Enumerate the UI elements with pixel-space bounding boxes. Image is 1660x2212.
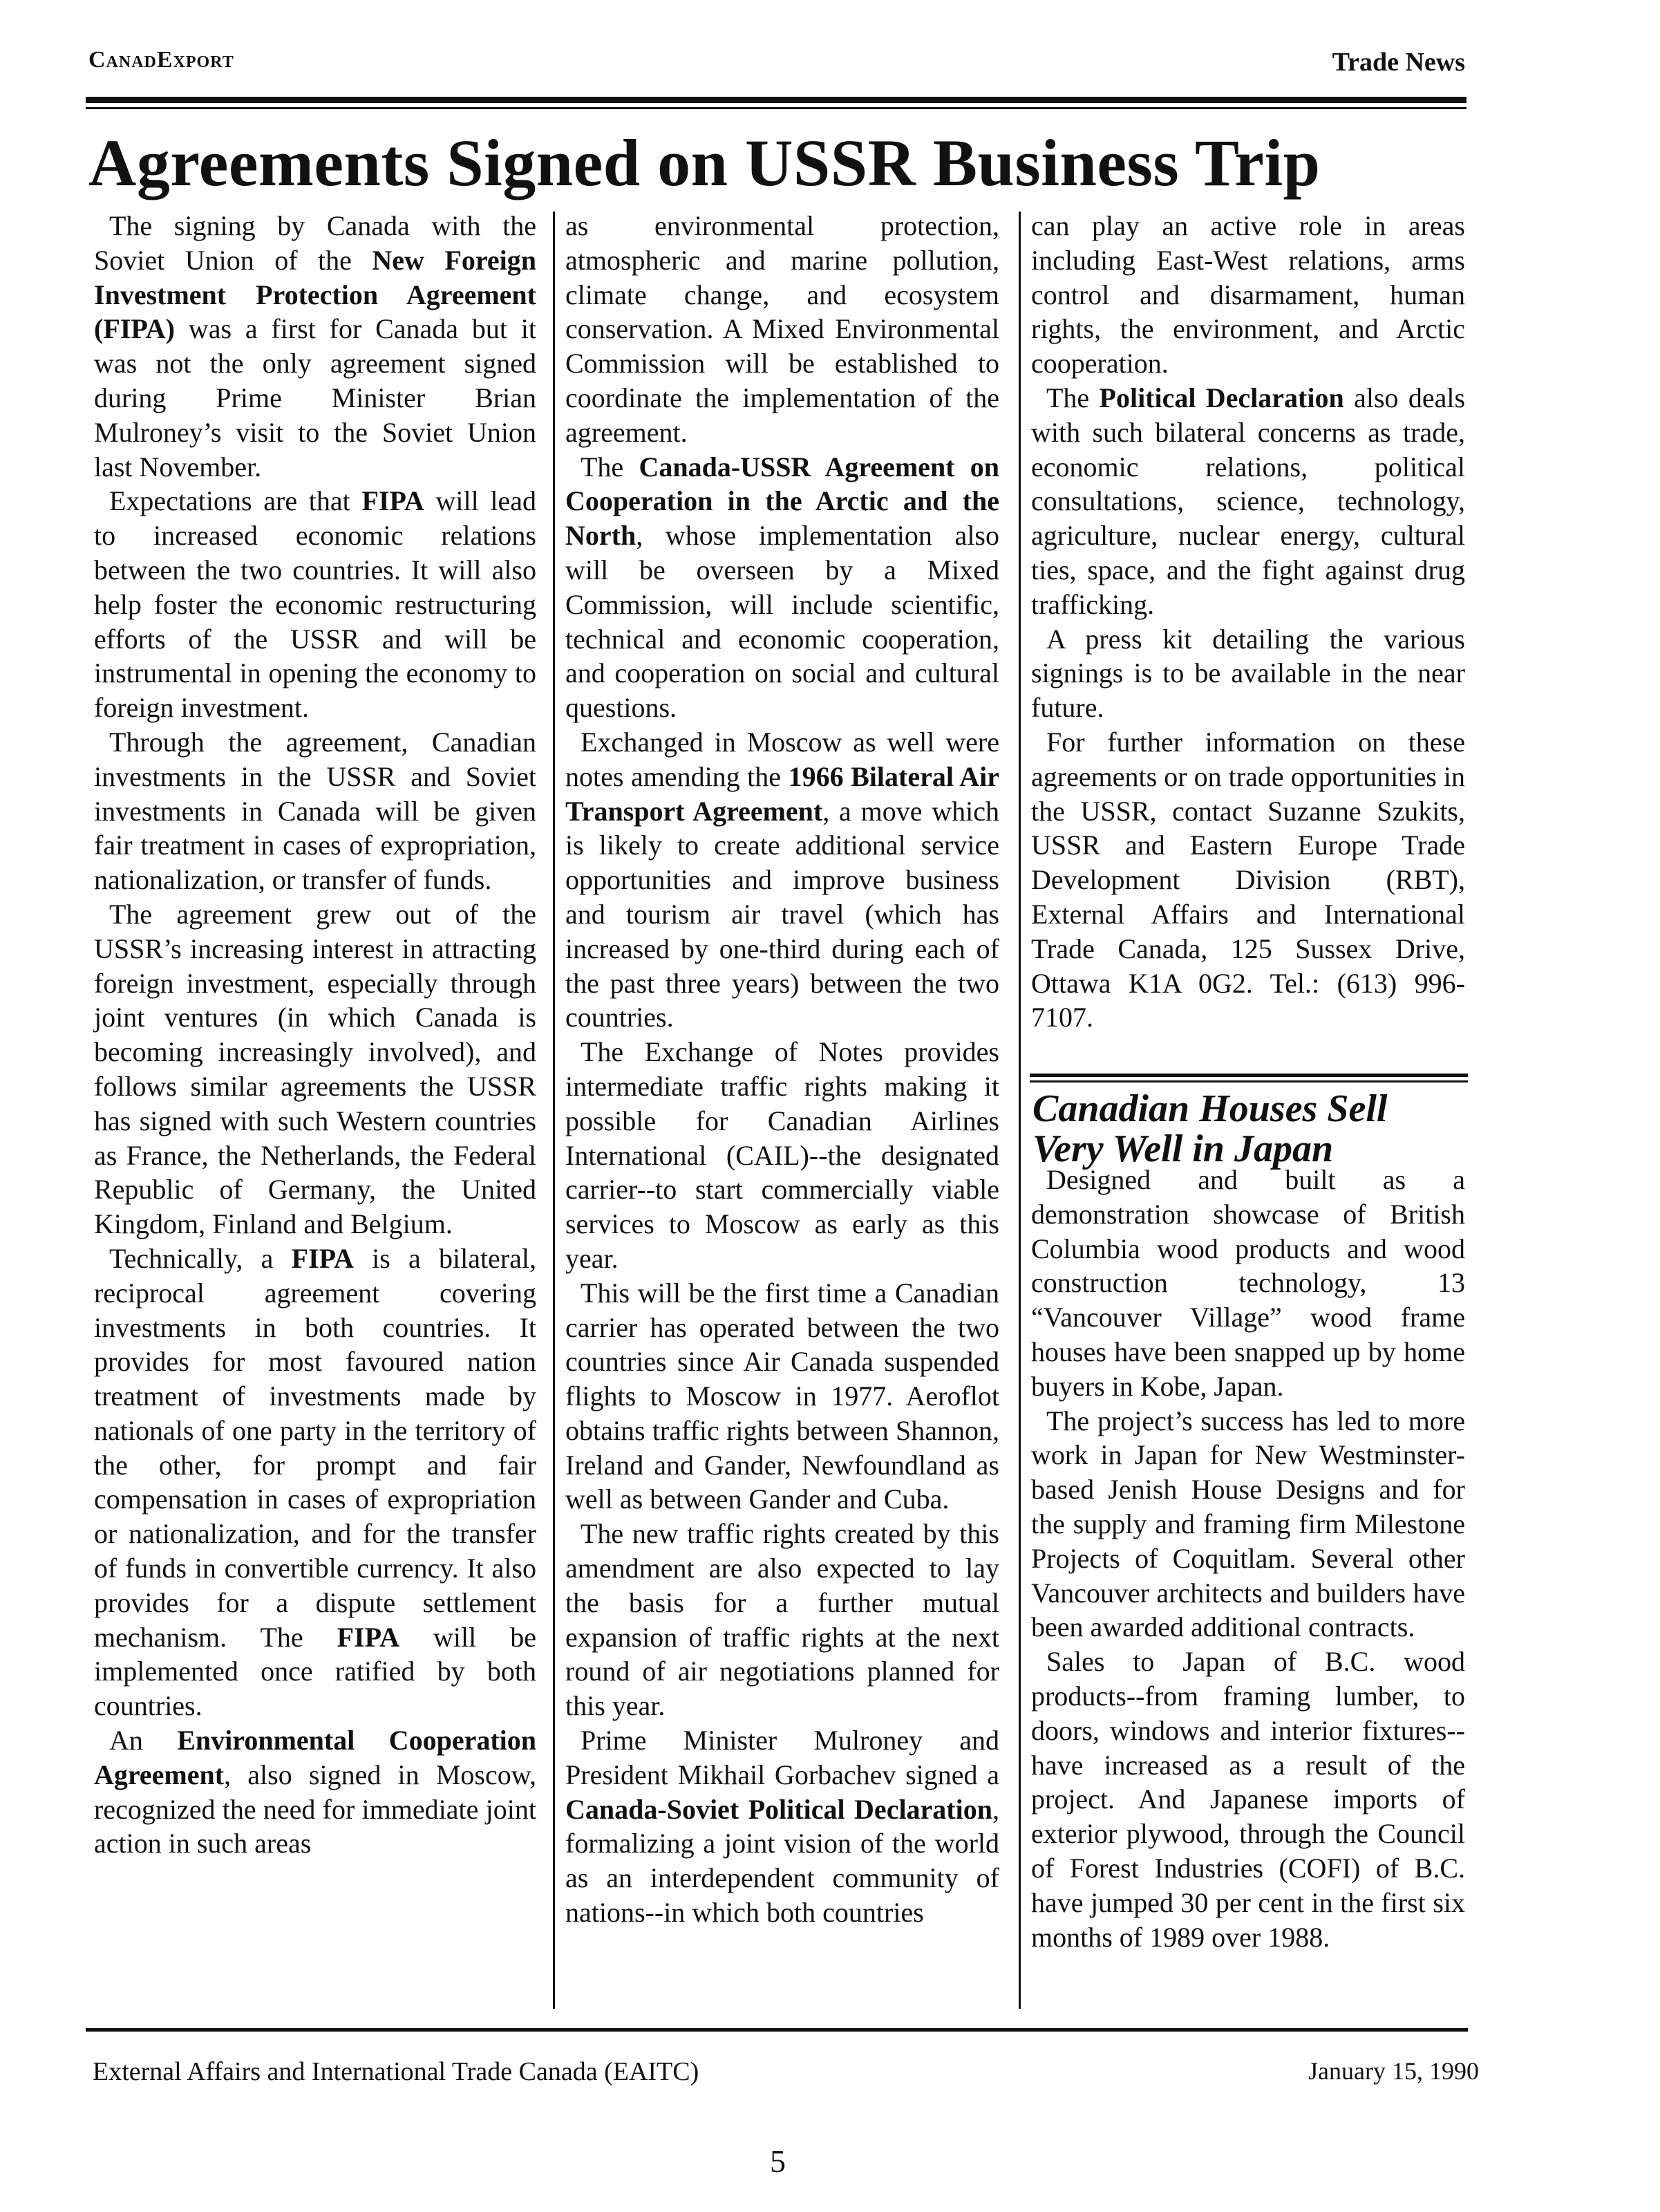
paragraph [1031,622,1465,725]
publication-name: CanadExport [88,47,234,73]
text-run: Technically, a [109,1242,292,1274]
paragraph [1031,209,1465,381]
text-run: also deals with such bilateral concerns as trade, economic relations, political consultations, science, technology, agriculture, nuclear energy, cultural ties, space, and the fight against drug trafficking. [1031,382,1466,620]
paragraph [565,1276,999,1517]
column-divider-1 [553,212,555,2009]
paragraph [565,1035,999,1276]
sidebar-article-body [1031,1163,1465,1954]
text-run: For further information on these agreements or on trade opportunities in the USSR, contact Suzanne Szukits, USSR and Eastern Europe Trade Development Division (RBT), External Affairs and International Trade Canada, 125 Sussex Drive, Ottawa K1A 0G2. Tel.: (613) 996-7107. [1031,726,1465,1033]
text-run: Sales to Japan of B.C. wood products--from framing lumber, to doors, windows and interior fixtures--have increased as a result of the project. And Japanese imports of exterior plywood, through the Council of Forest Industries (COFI) of B.C. have jumped 30 per cent in the first six months of 1989 over 1988. [1031,1646,1465,1953]
text-run: The agreement grew out of the USSR’s increasing interest in attracting foreign investment, especially through joint ventures (in which Canada is becoming increasingly involved), and follows similar agreements the USSR has signed with such Western countries as France, the Netherlands, the Federal Republic of Germany, the United Kingdom, Finland and Belgium. [94,898,536,1240]
sidebar-separator-thick [1030,1074,1468,1077]
text-run: The project’s success has led to more work in Japan for New Westminster-based Jenish House Designs and for the supply and framing firm Milestone Projects of Coquitlam. Several other Vancouver architects and builders have been awarded additional contracts. [1031,1405,1465,1643]
bold-term: FIPA [337,1621,399,1653]
header-rule-thick [86,97,1466,103]
sidebar-headline: Canadian Houses Sell Very Well in Japan [1032,1087,1388,1170]
paragraph [565,725,999,1035]
article-column-3 [1031,209,1465,1035]
article-column-2 [565,209,999,1930]
footer-publisher: External Affairs and International Trade Canada (EAITC) [93,2057,699,2086]
bold-term: Political Declaration [1099,382,1344,413]
bold-term: FIPA [291,1242,354,1274]
text-run: This will be the first time a Canadian carrier has operated between the two countries since Air Canada suspended flights to Moscow in 1977. Aeroflot obtains traffic rights between Shannon, Ireland and Gander, Newfoundland as well as between Gander and Cuba. [565,1277,999,1515]
bold-term: Canada-USSR Agreement on Cooperation in the Arctic and the North [565,451,999,552]
text-run: , whose implementation also will be overseen by a Mixed Commission, will include scientific, technical and economic cooperation, and cooperation on social and cultural questions. [565,520,999,724]
text-run: Prime Minister Mulroney and President Mikhail Gorbachev signed a [565,1725,999,1790]
text-run: The signing by Canada with the Soviet Union of the [94,210,536,276]
bold-term: 1966 Bilateral Air Transport Agreement [565,760,999,827]
bold-term: Canada-Soviet Political Declaration [565,1793,992,1825]
text-run: The new traffic rights created by this amendment are also expected to lay the basis for a further mutual expansion of traffic rights at the next round of air negotiations planned for this year. [565,1518,999,1722]
article-headline: Agreements Signed on USSR Business Trip [88,126,1321,200]
footer-date: January 15, 1990 [1308,2057,1479,2085]
paragraph [1031,381,1465,622]
article-column-1 [94,209,536,1861]
bold-term: New Foreign Investment Protection Agreement (FIPA) [94,244,536,345]
text-run: Designed and built as a demonstration showcase of British Columbia wood products and wood construction technology, 13 “Vancouver Village” wood frame houses have been snapped up by home buyers in Kobe, Japan. [1031,1164,1465,1402]
header-rule-thin [86,107,1466,109]
paragraph [1031,1163,1465,1404]
page-number: 5 [770,2144,786,2179]
column-divider-2 [1019,212,1021,2009]
paragraph [1031,725,1465,1035]
paragraph [94,209,536,484]
paragraph [565,1517,999,1723]
paragraph [565,209,999,450]
text-run: The Exchange of Notes provides intermediate traffic rights making it possible for Canadian Airlines International (CAIL)--the designated carrier--to start commercially viable services to Moscow as early as this year. [565,1036,999,1274]
paragraph [565,1723,999,1930]
paragraph [1031,1644,1465,1954]
text-run: will be implemented once ratified by both countries. [94,1621,536,1722]
footer-rule [86,2028,1468,2032]
text-run: Expectations are that [109,485,362,517]
text-run: The [1046,382,1100,413]
text-run: The [581,451,639,482]
paragraph [565,450,999,725]
paragraph [94,1241,536,1723]
sidebar-separator-thin [1030,1080,1468,1082]
text-run: , formalizing a joint vision of the world as an interdependent community of nations--in which both countries [565,1793,999,1929]
text-run: Through the agreement, Canadian investments in the USSR and Soviet investments in Canada will be given fair treatment in cases of expropriation, nationalization, or transfer of funds. [94,726,536,896]
text-run: can play an active role in areas including East-West relations, arms control and disarmament, human rights, the environment, and Arctic cooperation. [1031,210,1465,379]
text-run: , a move which is likely to create additional service opportunities and improve business and tourism air travel (which has increased by one-third during each of the past three years) between the two countries. [565,795,999,1033]
bold-term: Environmental Cooperation Agreement [94,1725,536,1790]
text-run: will lead to increased economic relations between the two countries. It will also help foster the economic restructuring efforts of the USSR and will be instrumental in opening the economy to foreign investment. [94,485,536,724]
text-run: as environmental protection, atmospheric and marine pollution, climate change, and ecosystem conservation. A Mixed Environmental Commission will be established to coordinate the implementation of the agreement. [565,210,999,448]
text-run: is a bilateral, reciprocal agreement covering investments in both countries. It provides for most favoured nation treatment of investments made by nationals of one party in the territory of the other, for prompt and fair compensation in cases of expropriation or nationalization, and for the transfer of funds in convertible currency. It also provides for a dispute settlement mechanism. The [94,1242,536,1653]
paragraph [1031,1404,1465,1645]
section-name: Trade News [1332,48,1465,77]
paragraph [94,1723,536,1861]
paragraph [94,897,536,1241]
bold-term: FIPA [361,485,424,517]
text-run: A press kit detailing the various signings is to be available in the near future. [1031,623,1465,724]
paragraph [94,484,536,725]
text-run: An [109,1725,178,1756]
paragraph [94,725,536,897]
text-run: was a first for Canada but it was not the only agreement signed during Prime Minister Brian Mulroney’s visit to the Soviet Union last November. [94,313,536,482]
text-run: , also signed in Moscow, recognized the need for immediate joint action in such areas [94,1759,536,1859]
text-run: Exchanged in Moscow as well were notes amending the [565,726,999,792]
